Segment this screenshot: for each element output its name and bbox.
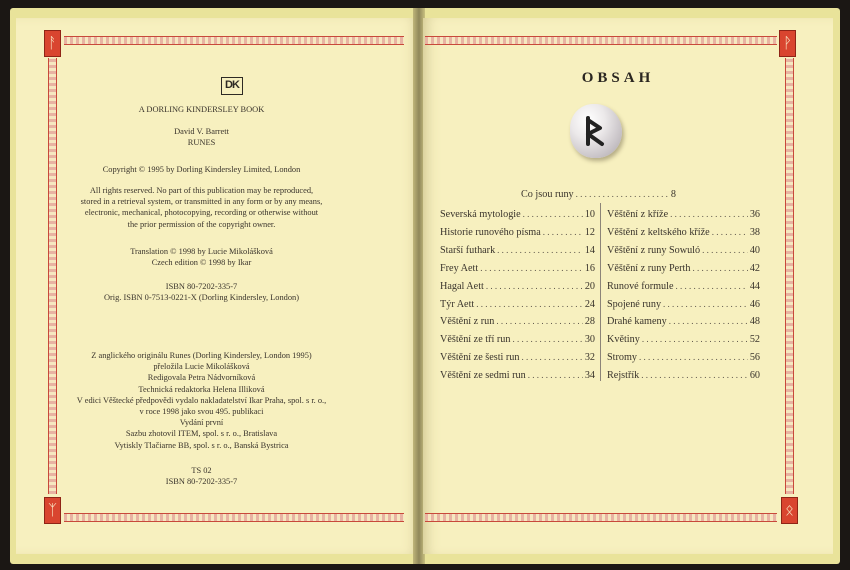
toc-entry[interactable] [440, 243, 595, 257]
toc-entry-page: 14 [584, 244, 595, 256]
right-border-right [785, 58, 794, 494]
toc-entry-label: Drahé kameny [607, 316, 667, 328]
rights-line: electronic, mechanical, photocopying, recording or otherwise without [84, 208, 319, 218]
toc-entry[interactable] [607, 243, 760, 257]
toc-entry-label: Co jsou runy [521, 189, 574, 200]
colophon-line: v roce 1998 jako svou 495. publikaci [139, 407, 264, 417]
toc-leader-dots [497, 243, 583, 257]
toc-leader-dots [480, 261, 583, 275]
toc-entry-page: 20 [584, 280, 595, 292]
right-border-bottom [425, 513, 777, 522]
toc-leader-dots [669, 314, 748, 328]
colophon-line: Vydání první [179, 418, 224, 428]
toc-entry-label: Severská mytologie [440, 209, 521, 220]
toc-leader-dots [641, 368, 748, 382]
colophon-line: Redigovala Petra Nádvorníková [147, 373, 256, 383]
toc-entry[interactable] [607, 261, 760, 275]
corner-rune-bottom-left-icon: ᛉ [44, 497, 61, 524]
toc-entry-label: Runové formule [607, 280, 674, 292]
toc-leader-dots [642, 332, 748, 346]
right-border-top [425, 36, 777, 45]
toc-leader-dots [576, 187, 669, 201]
rune-stone-image [570, 104, 622, 158]
toc-entry-label: Květiny [607, 334, 640, 346]
toc-entry-page: 16 [584, 262, 595, 274]
toc-entry-page: 28 [584, 316, 595, 328]
colophon-line: Z anglického originálu Runes (Dorling Kindersley, London 1995) [91, 351, 312, 360]
toc-entry[interactable] [607, 332, 760, 346]
toc-entry[interactable] [607, 368, 760, 382]
toc-entry[interactable] [440, 314, 595, 328]
toc-intro-entry[interactable] [521, 187, 676, 201]
toc-entry[interactable] [607, 350, 760, 364]
rune-symbol-icon [578, 114, 612, 150]
toc-entry[interactable] [440, 207, 595, 221]
toc-entry[interactable] [607, 225, 760, 239]
toc-entry[interactable] [607, 297, 760, 311]
czech-edition-line: Czech edition © 1998 by Ikar [151, 258, 252, 267]
toc-entry-page: 60 [749, 370, 760, 382]
copyright-line: Copyright © 1995 by Dorling Kindersley Limited, London [102, 165, 301, 174]
toc-entry-label: Týr Aett [440, 298, 475, 310]
toc-entry[interactable] [440, 368, 595, 382]
toc-entry-page: 56 [749, 352, 760, 364]
isbn-line: ISBN 80-7202-335-7 [165, 282, 238, 291]
toc-entry[interactable] [440, 332, 595, 346]
rights-line: stored in a retrieval system, or transmitted in any form or by any means, [80, 197, 323, 207]
toc-leader-dots [486, 279, 583, 293]
rights-paragraph [0, 185, 403, 230]
corner-rune-top-right-icon: ᚹ [779, 30, 796, 57]
toc-entry-page: 10 [584, 209, 595, 220]
ts-line: TS 02 [191, 466, 212, 475]
toc-entry-label: Věštění z runy Sowuló [607, 244, 701, 256]
toc-entry[interactable] [440, 297, 595, 311]
toc-leader-dots [496, 314, 582, 328]
toc-entry-page: 52 [749, 334, 760, 346]
translation-line: Translation © 1998 by Lucie Mikolášková [130, 247, 273, 256]
toc-entry[interactable] [607, 279, 760, 293]
toc-entry-label: Frey Aett [440, 262, 479, 274]
colophon-line: přeložila Lucie Mikolášková [153, 362, 250, 372]
toc-entry-label: Věštění z runy Perth [607, 262, 691, 274]
corner-rune-top-left-icon: ᚨ [44, 30, 61, 57]
corner-rune-bottom-right-icon: ᛟ [781, 497, 798, 524]
toc-leader-dots [543, 225, 583, 239]
toc-entry[interactable] [607, 207, 760, 221]
toc-entry-page: 24 [584, 298, 595, 310]
toc-leader-dots [702, 243, 748, 257]
left-border-top [64, 36, 404, 45]
orig-isbn-line: Orig. ISBN 0-7513-0221-X (Dorling Kindersley, London) [103, 293, 300, 302]
rights-line: the prior permission of the copyright owner. [127, 219, 276, 229]
toc-entry-label: Věštění z run [440, 316, 495, 328]
toc-entry-label: Rejstřík [607, 370, 640, 382]
toc-entry-page: 12 [584, 226, 595, 238]
colophon-line: Vytiskly Tlačiarne BB, spol. s r. o., Banská Bystrica [114, 440, 289, 450]
toc-entry-label: Hagal Aett [440, 280, 484, 292]
toc-entry-label: Věštění ze šesti run [440, 352, 520, 364]
toc-leader-dots [476, 297, 583, 311]
toc-entry-label: Věštění z keltského kříže [607, 226, 710, 238]
toc-entry-label: Starší futhark [440, 244, 496, 256]
toc-leader-dots [692, 261, 747, 275]
toc-entry-label: Věštění ze tří run [440, 334, 511, 346]
toc-entry-label: Historie runového písma [440, 226, 541, 238]
toc-entry[interactable] [440, 225, 595, 239]
toc-entry-page: 34 [584, 370, 595, 382]
colophon [0, 350, 403, 451]
original-title: RUNES [187, 138, 216, 147]
toc-entry-page: 8 [670, 189, 676, 200]
toc-entry-page: 30 [584, 334, 595, 346]
toc-entry[interactable] [440, 350, 595, 364]
toc-leader-dots [522, 350, 583, 364]
toc-entry-label: Stromy [607, 352, 638, 364]
toc-entry-page: 42 [749, 262, 760, 274]
rights-line: All rights reserved. No part of this publication may be reproduced, [89, 186, 314, 195]
toc-entry[interactable] [440, 261, 595, 275]
toc-leader-dots [528, 368, 583, 382]
toc-entry-label: Věštění ze sedmi run [440, 370, 526, 382]
toc-leader-dots [670, 207, 748, 221]
toc-entry[interactable] [607, 314, 760, 328]
toc-entry[interactable] [440, 279, 595, 293]
colophon-line: V edici Věštecké předpovědi vydalo nakladatelství Ikar Praha, spol. s r. o., [76, 395, 327, 405]
toc-leader-dots [523, 207, 583, 221]
toc-entry-page: 32 [584, 352, 595, 364]
colophon-line: Sazbu zhotovil ITEM, spol. s r. o., Bratislava [125, 429, 278, 439]
toc-leader-dots [663, 297, 748, 311]
publisher-line: A DORLING KINDERSLEY BOOK [138, 105, 265, 114]
toc-leader-dots [676, 279, 748, 293]
toc-leader-dots [512, 332, 582, 346]
isbn-bottom-line: ISBN 80-7202-335-7 [165, 477, 238, 486]
toc-entry-page: 38 [749, 226, 760, 238]
toc-entry-page: 46 [749, 298, 760, 310]
toc-leader-dots [712, 225, 748, 239]
dk-logo: DK [221, 77, 243, 95]
toc-leader-dots [639, 350, 748, 364]
left-border-bottom [64, 513, 404, 522]
toc-entry-page: 40 [749, 244, 760, 256]
colophon-line: Technická redaktorka Helena Illiková [138, 384, 265, 394]
author-name: David V. Barrett [174, 127, 229, 136]
toc-entry-page: 48 [749, 316, 760, 328]
toc-entry-label: Věštění z kříže [607, 209, 669, 220]
toc-entry-label: Spojené runy [607, 298, 662, 310]
contents-heading: OBSAH [581, 70, 655, 86]
toc-entry-page: 44 [749, 280, 760, 292]
toc-entry-page: 36 [749, 209, 760, 220]
toc-column-divider [600, 203, 601, 381]
